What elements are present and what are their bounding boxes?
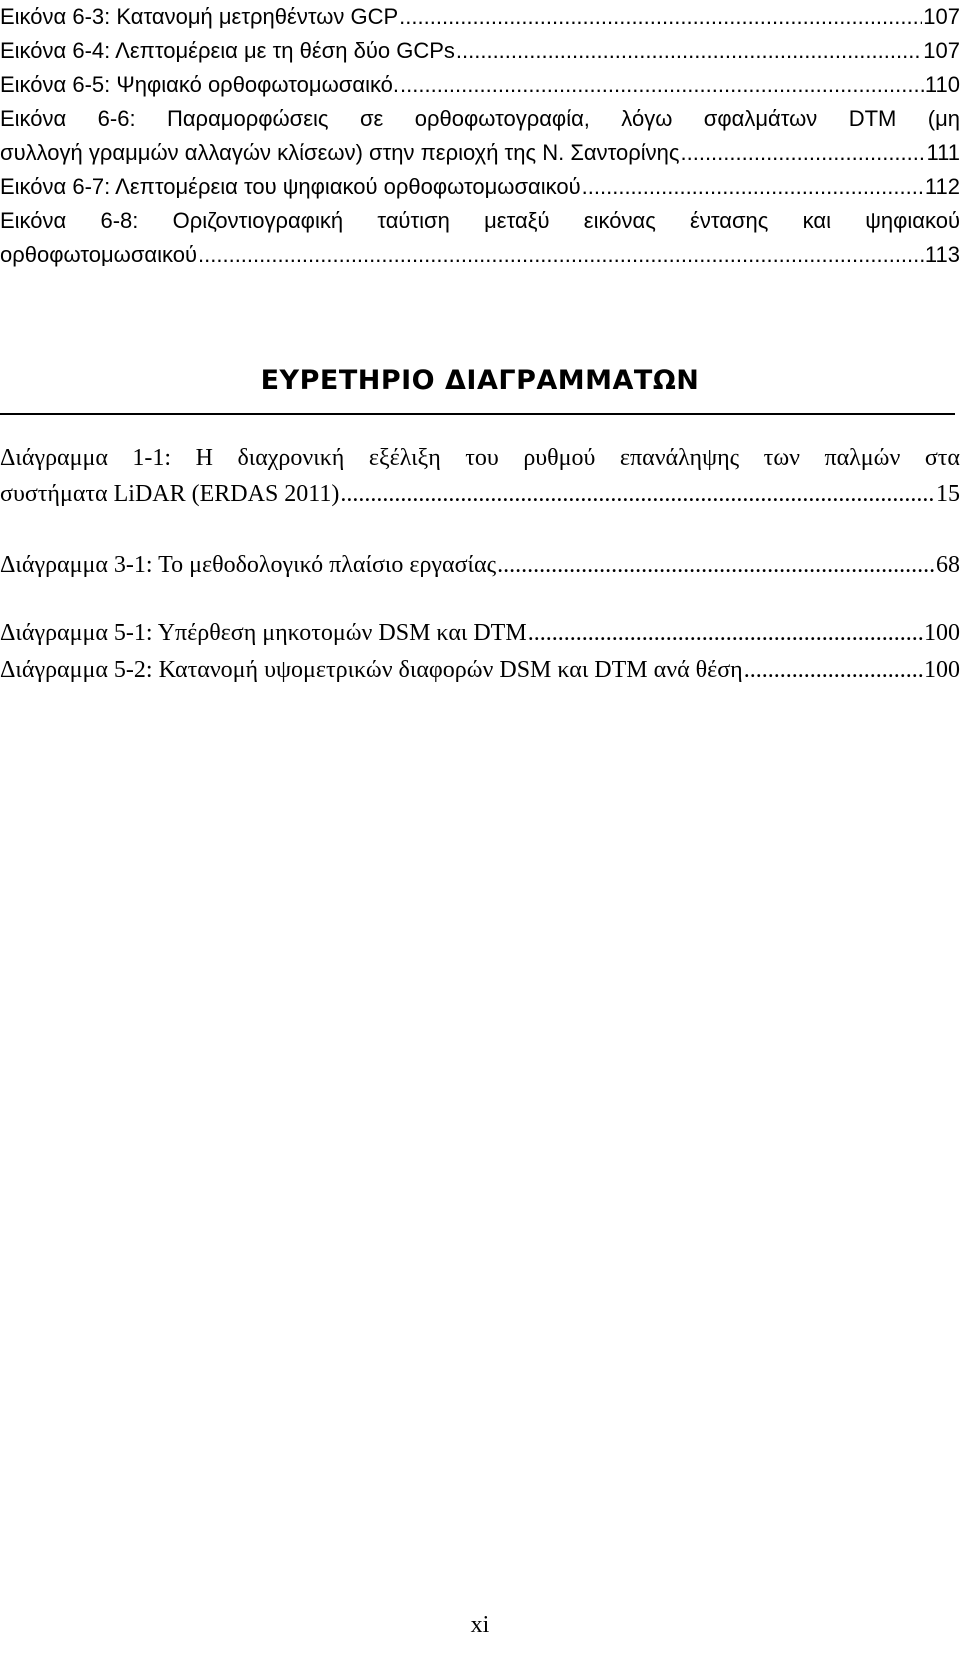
diagram-entry-5-2	[0, 652, 960, 688]
page-number: xi	[470, 1612, 490, 1638]
figure-page: 107	[923, 4, 960, 29]
dot-leader	[399, 0, 922, 34]
dot-leader	[198, 238, 924, 272]
figure-entry-6-8	[0, 204, 960, 272]
figure-label: Εικόνα 6-3: Κατανομή μετρηθέντων GCP	[0, 4, 399, 29]
diagram-label-line1: Διάγραμμα 1-1: Η διαχρονική εξέλιξη του ρυθμού επανάληψης των παλμών στα	[0, 445, 960, 471]
figure-page: 112	[924, 174, 960, 199]
diagram-page: 15	[936, 481, 960, 507]
figure-entry-6-5	[0, 68, 960, 102]
figure-label-line1: Εικόνα 6-6: Παραμορφώσεις σε ορθοφωτογραφία, λόγω σφαλμάτων DTM (μη	[0, 106, 960, 131]
dot-leader	[400, 68, 924, 102]
figure-page: 111	[926, 140, 960, 165]
dot-leader	[582, 170, 924, 204]
figure-label-line2: ορθοφωτομωσαικού	[0, 242, 198, 267]
figure-label: Εικόνα 6-7: Λεπτομέρεια του ψηφιακού ορθοφωτομωσαικού	[0, 174, 581, 199]
figure-label-line1: Εικόνα 6-8: Οριζοντιογραφική ταύτιση μεταξύ εικόνας έντασης και ψηφιακού	[0, 208, 960, 233]
figure-entry-6-4	[0, 34, 960, 68]
figure-label-line2: συλλογή γραμμών αλλαγών κλίσεων) στην περιοχή της Ν. Σαντορίνης	[0, 140, 680, 165]
diagram-label: Διάγραμμα 3-1: Το μεθοδολογικό πλαίσιο εργασίας	[0, 552, 497, 578]
diagram-page: 100	[924, 620, 960, 646]
dot-leader	[681, 136, 926, 170]
dot-leader	[340, 476, 935, 512]
figure-page: 110	[924, 72, 960, 97]
figure-label: Εικόνα 6-4: Λεπτομέρεια με τη θέση δύο GCPs	[0, 38, 455, 63]
diagrams-index-heading: ΕΥΡΕΤΗΡΙΟ ΔΙΑΓΡΑΜΜΑΤΩΝ	[260, 365, 700, 396]
diagram-label: Διάγραμμα 5-2: Κατανομή υψομετρικών διαφορών DSM και DTM ανά θέση	[0, 657, 743, 683]
dot-leader	[497, 547, 935, 583]
diagram-entry-3-1	[0, 547, 960, 583]
figure-entry-6-3	[0, 0, 960, 34]
diagram-page: 68	[936, 552, 960, 578]
dot-leader	[528, 615, 923, 651]
diagram-label: Διάγραμμα 5-1: Υπέρθεση μηκοτομών DSM και DTM	[0, 620, 527, 646]
dot-leader	[744, 652, 923, 688]
figure-page: 107	[923, 38, 960, 63]
figure-label: Εικόνα 6-5: Ψηφιακό ορθοφωτομωσαικό.	[0, 72, 400, 97]
diagram-entry-5-1	[0, 615, 960, 651]
diagram-label-line2: συστήματα LiDAR (ERDAS 2011)	[0, 481, 340, 507]
figure-entry-6-6	[0, 102, 960, 170]
figure-page: 113	[924, 242, 960, 267]
figure-entry-6-7	[0, 170, 960, 204]
diagram-page: 100	[924, 657, 960, 683]
heading-underline	[0, 413, 955, 415]
dot-leader	[456, 34, 922, 68]
diagram-entry-1-1	[0, 440, 960, 512]
